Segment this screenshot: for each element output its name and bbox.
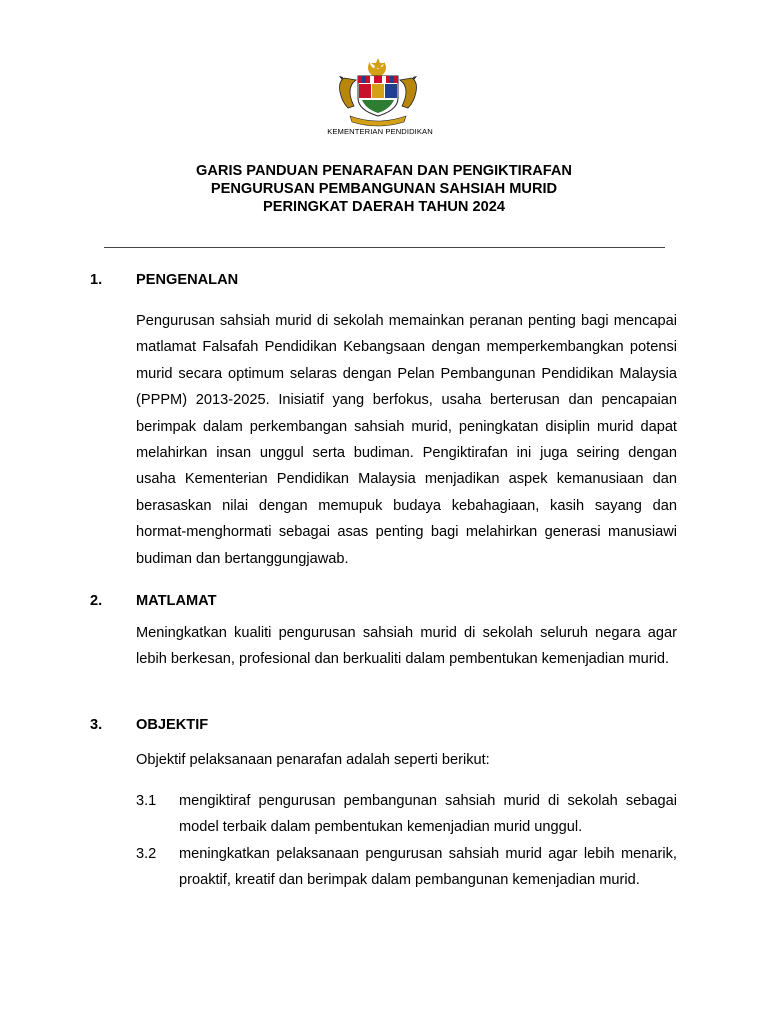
- ministry-label: KEMENTERIAN PENDIDIKAN: [327, 127, 433, 136]
- section-body-matlamat: Meningkatkan kualiti pengurusan sahsiah murid di sekolah seluruh negara agar lebih berkesan, profesional dan berkualiti dalam pembentukan kemenjadian murid.: [136, 625, 677, 668]
- section-number: 3.: [90, 717, 103, 733]
- section-intro-objektif: Objektif pelaksanaan penarafan adalah seperti berikut:: [136, 752, 490, 768]
- document-title: [90, 162, 678, 216]
- section-number: 1.: [90, 272, 103, 288]
- section-body-pengenalan: Pengurusan sahsiah murid di sekolah memainkan peranan penting bagi mencapai matlamat Falsafah Pendidikan Kebangsaan dengan memperkembangkan potensi murid secara optimum selaras dengan Pelan Pembangunan Pendidikan Malaysia (PPPM) 2013-2025. Inisiatif yang berfokus, usaha berterusan dan pencapaian berimpak dalam perkembangan sahsiah murid, peningkatan disiplin murid dapat melahirkan insan unggul serta budiman. Pengiktirafan ini juga seiring dengan usaha Kementerian Pendidikan Malaysia menjadikan aspek kemanusiaan dan berasaskan nilai dengan memupuk budaya kebahagiaan, kasih sayang dan hormat-menghormati sebagai asas penting bagi melahirkan generasi manusiawi budiman dan bertanggungjawab.: [136, 313, 677, 567]
- list-item-number: 3.1: [136, 793, 157, 809]
- list-item-text: meningkatkan pelaksanaan pengurusan sahsiah murid agar lebih menarik, proaktif, kreatif dan berimpak dalam pembangunan kemenjadian murid.: [179, 846, 677, 889]
- divider-line: [104, 247, 665, 248]
- coat-of-arms-icon: [292, 56, 464, 152]
- section-heading-matlamat: MATLAMAT: [136, 593, 217, 609]
- list-item-number: 3.2: [136, 846, 157, 862]
- list-item-text: mengiktiraf pengurusan pembangunan sahsiah murid di sekolah sebagai model terbaik dalam pembentukan kemenjadian murid unggul.: [179, 793, 677, 836]
- title-line: GARIS PANDUAN PENARAFAN DAN PENGIKTIRAFAN: [196, 163, 572, 179]
- section-number: 2.: [90, 593, 103, 609]
- section-heading-objektif: OBJEKTIF: [136, 717, 209, 733]
- title-line: PENGURUSAN PEMBANGUNAN SAHSIAH MURID: [210, 181, 558, 197]
- title-line: PERINGKAT DAERAH TAHUN 2024: [263, 199, 505, 215]
- section-heading-pengenalan: PENGENALAN: [136, 272, 239, 288]
